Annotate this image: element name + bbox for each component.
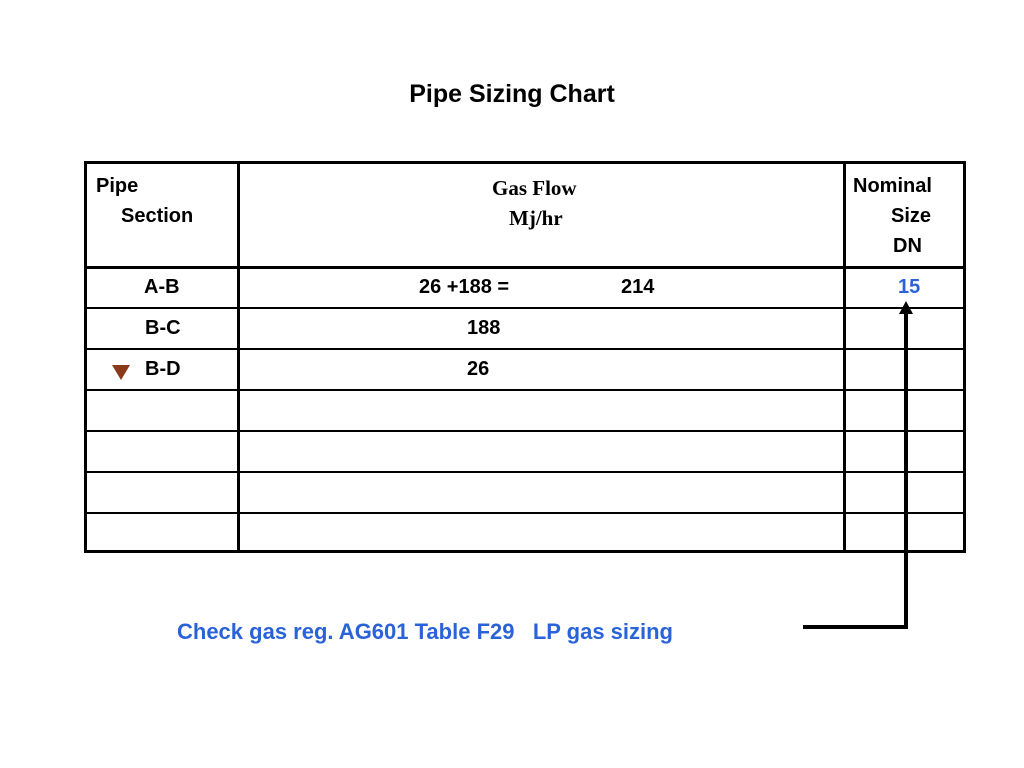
gas-flow-total: 214 [621, 276, 655, 298]
pipe-section-cell: A-B [144, 276, 180, 298]
gas-flow-expression: 26 +188 = [419, 276, 510, 298]
connector-line [803, 312, 906, 627]
nominal-size-cell: 15 [898, 276, 921, 298]
reference-note: Check gas reg. AG601 Table F29 LP gas sizing [177, 619, 673, 644]
gas-flow-expression: 26 [467, 358, 490, 380]
page-title: Pipe Sizing Chart [409, 80, 615, 108]
header-text: Size [891, 205, 932, 227]
header-text: Section [121, 205, 194, 227]
gas-flow-expression: 188 [467, 317, 501, 339]
header-text: Mj/hr [509, 206, 563, 230]
header-text: DN [893, 235, 922, 257]
header-text: Pipe [96, 175, 139, 197]
pipe-section-cell: B-C [145, 317, 181, 339]
header-text: Gas Flow [492, 176, 577, 200]
triangle-down-icon [112, 365, 130, 380]
pipe-section-cell: B-D [145, 358, 181, 380]
arrow-up-icon [899, 301, 913, 314]
header-text: Nominal [853, 175, 932, 197]
